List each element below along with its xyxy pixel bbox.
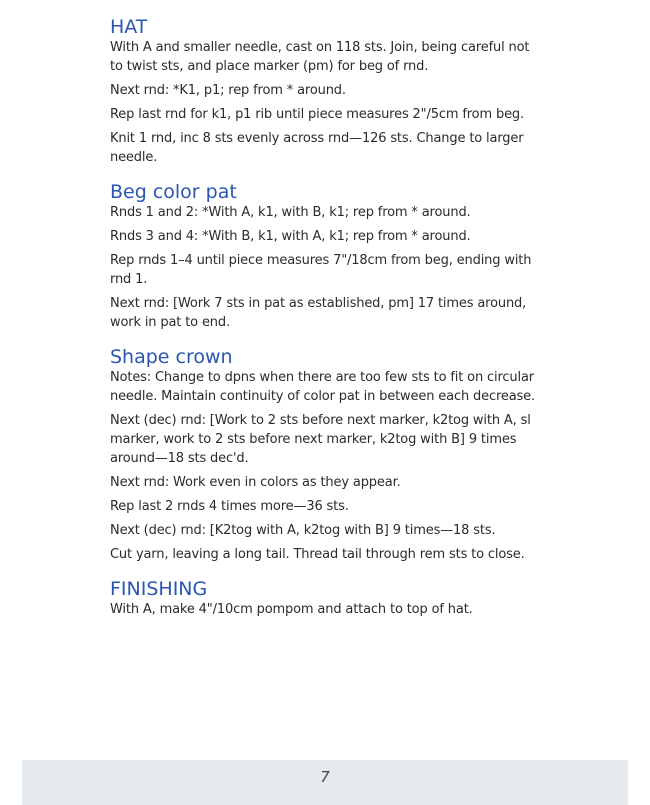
instruction-paragraph: Next (dec) rnd: [Work to 2 sts before next marker, k2tog with A, sl marker, work to 2 sts before next marker, k2tog with B] 9 times around—18 sts dec'd. — [110, 413, 531, 466]
instruction-paragraph: Rep last 2 rnds 4 times more—36 sts. — [110, 499, 349, 514]
instruction-paragraph: Next rnd: [Work 7 sts in pat as established, pm] 17 times around, work in pat to end. — [110, 296, 527, 330]
section-shape-crown — [110, 346, 540, 564]
instruction-paragraph: With A, make 4"/10cm pompom and attach to top of hat. — [110, 602, 473, 617]
instruction-paragraph: Rnds 1 and 2: *With A, k1, with B, k1; rep from * around. — [110, 205, 471, 220]
instruction-paragraph: With A and smaller needle, cast on 118 sts. Join, being careful not to twist sts, and place marker (pm) for beg of rnd. — [110, 40, 530, 74]
section-hat — [110, 16, 540, 167]
section-heading: FINISHING — [110, 578, 208, 600]
section-heading: Beg color pat — [110, 181, 237, 203]
instruction-paragraph: Next (dec) rnd: [K2tog with A, k2tog with B] 9 times—18 sts. — [110, 523, 496, 538]
instruction-paragraph: Next rnd: *K1, p1; rep from * around. — [110, 83, 346, 98]
section-heading: Shape crown — [110, 346, 233, 368]
page-number: 7 — [320, 768, 330, 786]
document-body — [110, 16, 540, 624]
section-finishing — [110, 578, 540, 619]
instruction-paragraph: Notes: Change to dpns when there are too few sts to fit on circular needle. Maintain continuity of color pat in between each decrease. — [110, 370, 535, 404]
instruction-paragraph: Rnds 3 and 4: *With B, k1, with A, k1; rep from * around. — [110, 229, 471, 244]
instruction-paragraph: Rep last rnd for k1, p1 rib until piece measures 2"/5cm from beg. — [110, 107, 525, 122]
page-footer — [22, 760, 628, 805]
instruction-paragraph: Next rnd: Work even in colors as they appear. — [110, 475, 401, 490]
instruction-paragraph: Knit 1 rnd, inc 8 sts evenly across rnd—126 sts. Change to larger needle. — [110, 131, 524, 165]
section-beg-color-pat — [110, 181, 540, 332]
instruction-paragraph: Cut yarn, leaving a long tail. Thread tail through rem sts to close. — [110, 547, 525, 562]
section-heading: HAT — [110, 16, 148, 38]
instruction-paragraph: Rep rnds 1–4 until piece measures 7"/18cm from beg, ending with rnd 1. — [110, 253, 532, 287]
